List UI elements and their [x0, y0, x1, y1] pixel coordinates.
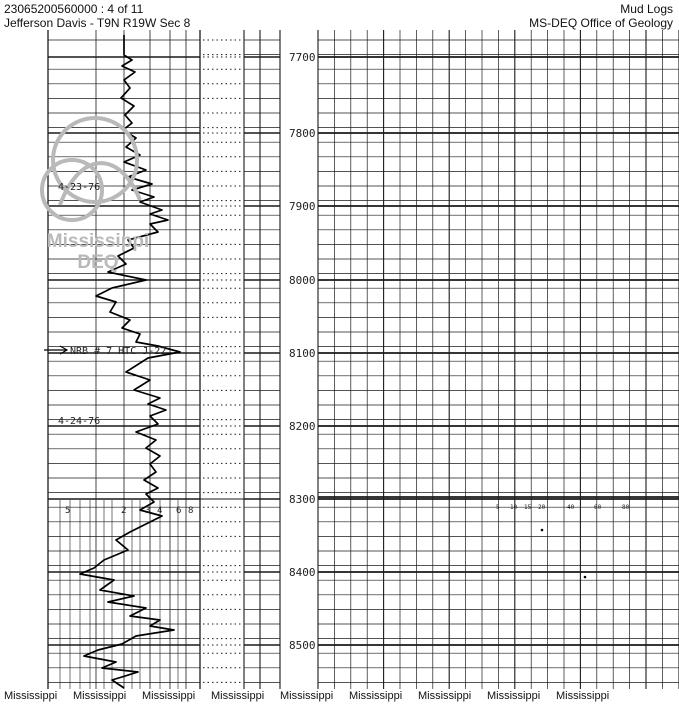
depth-label: 7900	[289, 200, 316, 213]
depth-label: 8300	[289, 493, 316, 506]
scale-label: 80	[622, 504, 630, 511]
footer-label: Mississippi	[418, 690, 472, 702]
scale-label: 2	[121, 506, 127, 516]
footer-label: Mississippi	[142, 690, 196, 702]
footer-label: Mississippi	[349, 690, 403, 702]
scale-label: 60	[594, 504, 602, 511]
depth-label: 8400	[289, 566, 316, 579]
log-type-label: Mud Logs	[620, 2, 673, 16]
footer-label: Mississippi	[211, 690, 265, 702]
scale-label: 3	[145, 506, 151, 516]
scale-label: 5	[65, 506, 71, 516]
log-grid	[48, 30, 679, 689]
scale-label: 10	[510, 504, 518, 511]
depth-label: 7700	[289, 51, 316, 64]
scale-label: 15	[524, 504, 532, 511]
ink-speck	[541, 529, 544, 532]
watermark-text: Mississippi	[46, 231, 150, 252]
scale-label: 20	[538, 504, 546, 511]
depth-label: 8000	[289, 274, 316, 287]
date-annotation: 4-23-76	[58, 182, 101, 193]
scale-label: 6	[176, 506, 182, 516]
date-annotation: 4-24-76	[58, 416, 101, 427]
footer-label: Mississippi	[487, 690, 541, 702]
watermark-text: DEQ	[77, 252, 119, 273]
location-label: Jefferson Davis - T9N R19W Sec 8	[4, 16, 191, 30]
footer-label: Mississippi	[556, 690, 610, 702]
depth-label: 7800	[289, 127, 316, 140]
depth-label: 8500	[289, 639, 316, 652]
scale-label: 5	[496, 504, 500, 511]
scale-label: 4	[157, 506, 163, 516]
agency-label: MS-DEQ Office of Geology	[529, 16, 673, 30]
footer-strip	[0, 689, 679, 705]
footer-label: Mississippi	[73, 690, 127, 702]
ink-speck	[584, 576, 587, 579]
mud-log-image	[0, 30, 679, 689]
scale-label: 40	[567, 504, 575, 511]
bit-annotation: NRB # 7 HTC J-22	[70, 346, 167, 357]
depth-label: 8100	[289, 347, 316, 360]
depth-label: 8200	[289, 420, 316, 433]
scale-label: 8	[188, 506, 194, 516]
footer-label: Mississippi	[280, 690, 334, 702]
well-id-page: 23065200560000 : 4 of 11	[4, 2, 144, 16]
footer-label: Mississippi	[4, 690, 58, 702]
